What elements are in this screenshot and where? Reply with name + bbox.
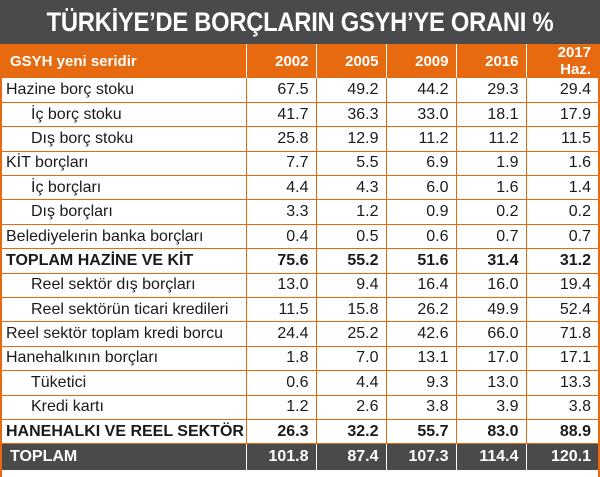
table-title: TÜRKİYE’DE BORÇLARIN GSYH’YE ORANI %	[36, 0, 564, 44]
row-value: 19.4	[526, 273, 598, 297]
row-value: 1.2	[316, 200, 386, 224]
row-value: 52.4	[526, 298, 598, 322]
table-row	[2, 176, 598, 200]
row-value: 3.8	[526, 395, 598, 419]
row-label: Reel sektör toplam kredi borcu	[2, 322, 246, 346]
row-value: 4.4	[246, 176, 316, 200]
row-value: 49.9	[456, 298, 526, 322]
row-value: 0.9	[386, 200, 456, 224]
row-value: 44.2	[386, 78, 456, 102]
row-value: 17.1	[526, 346, 598, 370]
row-value: 17.0	[456, 346, 526, 370]
row-value: 55.7	[386, 419, 456, 443]
row-value: 25.2	[316, 322, 386, 346]
row-value: 13.0	[246, 273, 316, 297]
row-value: 0.6	[246, 371, 316, 395]
total-row	[2, 444, 598, 470]
row-value: 17.9	[526, 102, 598, 126]
row-value: 1.6	[456, 176, 526, 200]
row-value: 11.5	[246, 298, 316, 322]
row-value: 15.8	[316, 298, 386, 322]
row-value: 1.4	[526, 176, 598, 200]
header-year: 2016	[456, 44, 526, 78]
row-value: 26.3	[246, 419, 316, 443]
row-label: Kredi kartı	[2, 395, 246, 419]
row-value: 26.2	[386, 298, 456, 322]
row-value: 13.1	[386, 346, 456, 370]
row-value: 2.6	[316, 395, 386, 419]
row-value: 0.2	[456, 200, 526, 224]
row-value: 36.3	[316, 102, 386, 126]
row-value: 11.5	[526, 127, 598, 151]
row-label: HANEHALKI VE REEL SEKTÖR	[2, 419, 246, 443]
row-value: 13.3	[526, 371, 598, 395]
row-value: 1.6	[526, 151, 598, 175]
row-value: 11.2	[386, 127, 456, 151]
row-value: 9.4	[316, 273, 386, 297]
row-value: 42.6	[386, 322, 456, 346]
row-value: 83.0	[456, 419, 526, 443]
row-value: 1.9	[456, 151, 526, 175]
row-value: 11.2	[456, 127, 526, 151]
row-value: 88.9	[526, 419, 598, 443]
row-label: KİT borçları	[2, 151, 246, 175]
debt-table	[2, 44, 598, 470]
row-value: 31.4	[456, 249, 526, 273]
row-value: 75.6	[246, 249, 316, 273]
row-value: 3.9	[456, 395, 526, 419]
row-value: 51.6	[386, 249, 456, 273]
row-value: 1.2	[246, 395, 316, 419]
row-value: 6.0	[386, 176, 456, 200]
row-value: 18.1	[456, 102, 526, 126]
row-value: 12.9	[316, 127, 386, 151]
table-row	[2, 224, 598, 248]
row-label: Dış borçları	[2, 200, 246, 224]
row-value: 5.5	[316, 151, 386, 175]
row-value: 16.4	[386, 273, 456, 297]
table-row	[2, 151, 598, 175]
header-label: GSYH yeni seridir	[2, 44, 246, 78]
row-value: 49.2	[316, 78, 386, 102]
row-label: Tüketici	[2, 371, 246, 395]
row-value: 16.0	[456, 273, 526, 297]
row-value: 13.0	[456, 371, 526, 395]
row-value: 1.8	[246, 346, 316, 370]
header-year: 2017 Haz.	[526, 44, 598, 78]
row-value: 71.8	[526, 322, 598, 346]
row-value: 29.4	[526, 78, 598, 102]
row-label: Belediyelerin banka borçları	[2, 224, 246, 248]
table-row	[2, 78, 598, 102]
row-value: 0.2	[526, 200, 598, 224]
row-value: 120.1	[526, 444, 598, 470]
row-value: 3.3	[246, 200, 316, 224]
table-row	[2, 419, 598, 443]
row-value: 29.3	[456, 78, 526, 102]
row-label: Hazine borç stoku	[2, 78, 246, 102]
table-row	[2, 298, 598, 322]
row-label: TOPLAM HAZİNE VE KİT	[2, 249, 246, 273]
row-value: 33.0	[386, 102, 456, 126]
row-label: Reel sektörün ticari kredileri	[2, 298, 246, 322]
row-value: 9.3	[386, 371, 456, 395]
header-row	[2, 44, 598, 78]
row-value: 3.8	[386, 395, 456, 419]
row-value: 66.0	[456, 322, 526, 346]
table-row	[2, 102, 598, 126]
row-value: 7.7	[246, 151, 316, 175]
row-value: 6.9	[386, 151, 456, 175]
row-value: 24.4	[246, 322, 316, 346]
row-label: Reel sektör dış borçları	[2, 273, 246, 297]
table-row	[2, 127, 598, 151]
table-row	[2, 322, 598, 346]
row-value: 107.3	[386, 444, 456, 470]
row-value: 0.7	[526, 224, 598, 248]
row-label: İç borçları	[2, 176, 246, 200]
table-row	[2, 346, 598, 370]
row-value: 0.4	[246, 224, 316, 248]
table-row	[2, 200, 598, 224]
row-value: 55.2	[316, 249, 386, 273]
header-year: 2005	[316, 44, 386, 78]
row-value: 0.6	[386, 224, 456, 248]
table-row	[2, 371, 598, 395]
row-value: 25.8	[246, 127, 316, 151]
row-label: Hanehalkının borçları	[2, 346, 246, 370]
row-value: 0.7	[456, 224, 526, 248]
row-value: 4.3	[316, 176, 386, 200]
row-label: Dış borç stoku	[2, 127, 246, 151]
header-year: 2009	[386, 44, 456, 78]
row-value: 114.4	[456, 444, 526, 470]
row-value: 32.2	[316, 419, 386, 443]
row-value: 31.2	[526, 249, 598, 273]
row-label: TOPLAM	[2, 444, 246, 470]
row-value: 0.5	[316, 224, 386, 248]
row-value: 87.4	[316, 444, 386, 470]
row-value: 67.5	[246, 78, 316, 102]
table-row	[2, 249, 598, 273]
row-value: 4.4	[316, 371, 386, 395]
header-year: 2002	[246, 44, 316, 78]
table-row	[2, 273, 598, 297]
row-value: 101.8	[246, 444, 316, 470]
row-label: İç borç stoku	[2, 102, 246, 126]
row-value: 41.7	[246, 102, 316, 126]
row-value: 7.0	[316, 346, 386, 370]
table-row	[2, 395, 598, 419]
